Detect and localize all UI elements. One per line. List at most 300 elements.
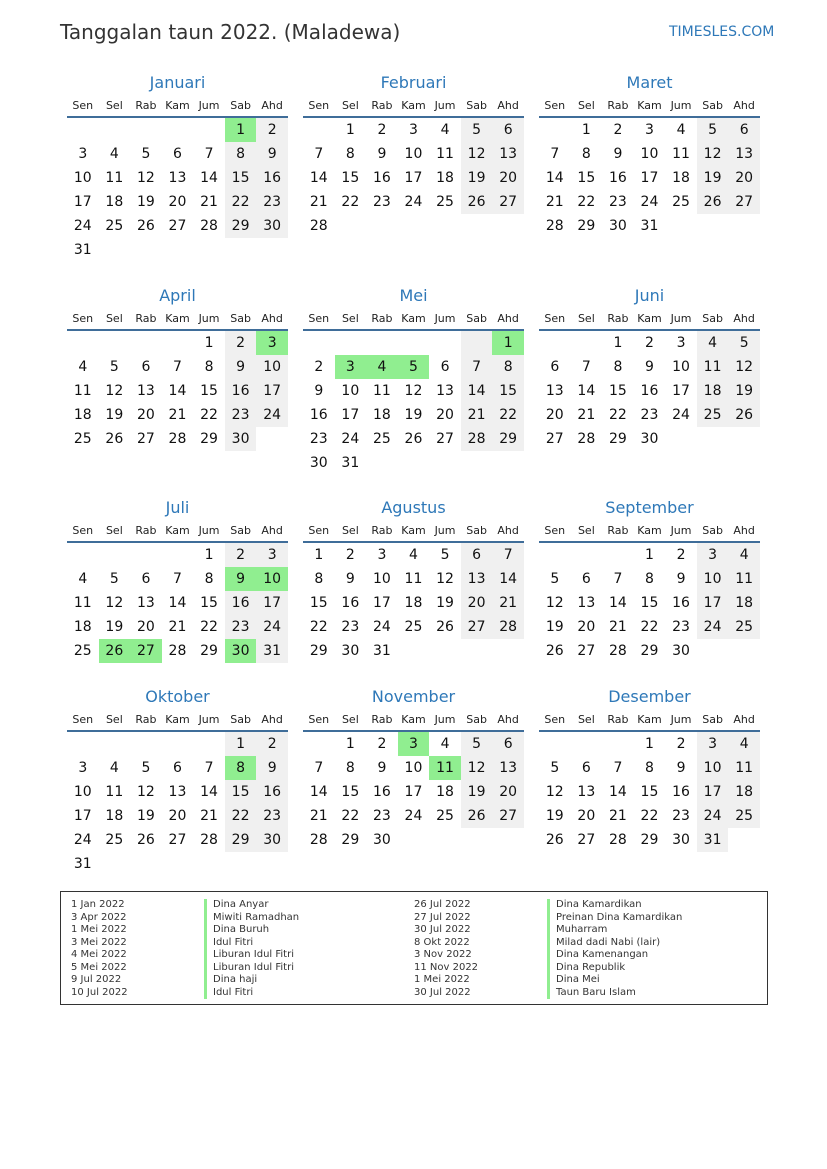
day-cell: 22 — [341, 808, 360, 824]
day-cell: 11 — [105, 784, 124, 800]
legend-holiday-name: Idul Fitri — [204, 937, 253, 950]
weekday-label: Ahd — [733, 98, 755, 112]
day-cell: 8 — [204, 571, 214, 587]
day-cell: 16 — [608, 170, 627, 186]
empty-cell — [67, 118, 99, 142]
day-cell: 13 — [136, 383, 155, 399]
day-cell: 19 — [697, 166, 729, 190]
empty-cell — [398, 828, 430, 852]
day-cell: 28 — [577, 431, 596, 447]
day-cell: 4 — [676, 122, 686, 138]
day-cell: 17 — [697, 591, 729, 615]
legend-holiday-name: Taun Baru Islam — [547, 987, 636, 1000]
day-cell: 16 — [640, 383, 659, 399]
day-cell: 21 — [168, 407, 187, 423]
day-cell: 12 — [461, 142, 493, 166]
day-cell: 1 — [613, 335, 623, 351]
day-cell: 22 — [640, 808, 659, 824]
day-cell: 25 — [728, 804, 760, 828]
weekday-label: Sab — [230, 98, 251, 112]
day-cell: 7 — [581, 359, 591, 375]
weekday-label: Rab — [607, 523, 629, 537]
empty-cell — [697, 214, 729, 238]
weekday-label: Sab — [230, 712, 251, 726]
month-september — [539, 497, 760, 663]
empty-cell — [398, 639, 430, 663]
day-cell: 22 — [608, 407, 627, 423]
day-cell: 17 — [672, 383, 690, 399]
legend-item — [71, 974, 414, 987]
day-cell: 16 — [225, 591, 257, 615]
day-cell: 12 — [136, 170, 155, 186]
day-cell: 18 — [73, 619, 92, 635]
day-cell: 12 — [728, 355, 760, 379]
day-cell: 24 — [73, 832, 92, 848]
day-cell: 16 — [341, 595, 360, 611]
day-cell: 15 — [640, 595, 659, 611]
legend-holiday-name: Liburan Idul Fitri — [204, 949, 294, 962]
day-cell: 27 — [492, 804, 524, 828]
day-cell: 13 — [577, 784, 596, 800]
empty-cell — [539, 543, 571, 567]
day-cell: 13 — [728, 142, 760, 166]
legend-date: 1 Jan 2022 — [71, 899, 125, 910]
empty-cell — [130, 852, 162, 876]
legend-list — [71, 899, 757, 999]
day-cell: 12 — [136, 784, 155, 800]
day-cell: 4 — [109, 146, 119, 162]
day-cell: 13 — [492, 756, 524, 780]
weekday-label: Rab — [607, 712, 629, 726]
day-cell: 14 — [200, 784, 218, 800]
day-cell: 29 — [608, 431, 627, 447]
day-cell: 2 — [377, 736, 387, 752]
day-cell: 14 — [168, 595, 187, 611]
day-cell: 19 — [545, 808, 564, 824]
holiday-day-cell: 5 — [398, 355, 430, 379]
weekday-label: Kam — [637, 523, 662, 537]
day-cell: 9 — [225, 355, 257, 379]
weekday-label: Jum — [434, 98, 456, 112]
day-cell: 23 — [225, 403, 257, 427]
day-cell: 7 — [204, 760, 214, 776]
weekday-label: Sab — [466, 523, 487, 537]
day-cell: 21 — [309, 194, 328, 210]
legend-item — [414, 987, 757, 1000]
day-cell: 12 — [404, 383, 423, 399]
empty-cell — [728, 214, 760, 238]
day-cell: 27 — [168, 832, 187, 848]
day-cell: 5 — [141, 146, 151, 162]
day-cell: 6 — [581, 760, 591, 776]
day-cell: 10 — [341, 383, 360, 399]
holiday-day-cell: 1 — [225, 118, 257, 142]
day-cell: 6 — [581, 571, 591, 587]
holiday-day-cell: 4 — [366, 355, 398, 379]
day-cell: 27 — [545, 431, 564, 447]
day-cell: 20 — [545, 407, 564, 423]
weekday-label: Rab — [371, 311, 393, 325]
day-cell: 21 — [461, 403, 493, 427]
day-cell: 22 — [341, 194, 360, 210]
day-cell: 18 — [105, 808, 124, 824]
empty-cell — [461, 451, 493, 475]
day-cell: 23 — [372, 808, 391, 824]
empty-cell — [429, 214, 461, 238]
day-cell: 29 — [200, 643, 218, 659]
day-cell: 2 — [645, 335, 654, 351]
day-cell: 30 — [256, 828, 288, 852]
day-cell: 24 — [672, 407, 690, 423]
empty-cell — [193, 118, 225, 142]
day-cell: 3 — [697, 543, 729, 567]
empty-cell — [303, 331, 335, 355]
day-cell: 3 — [256, 543, 288, 567]
day-cell: 24 — [640, 194, 659, 210]
empty-cell — [162, 852, 194, 876]
day-cell: 17 — [256, 379, 288, 403]
day-cell: 30 — [608, 218, 627, 234]
day-cell: 4 — [78, 571, 88, 587]
weekday-label: Jum — [670, 712, 692, 726]
weekday-label: Ahd — [733, 523, 755, 537]
day-cell: 10 — [640, 146, 659, 162]
legend-holiday-name: Milad dadi Nabi (lair) — [547, 937, 660, 950]
empty-cell — [539, 118, 571, 142]
day-cell: 26 — [105, 431, 124, 447]
empty-cell — [492, 214, 524, 238]
day-cell: 15 — [200, 383, 218, 399]
month-desember — [539, 686, 760, 852]
day-cell: 14 — [309, 784, 328, 800]
empty-cell — [335, 214, 367, 238]
day-cell: 5 — [550, 760, 560, 776]
day-cell: 2 — [613, 122, 623, 138]
day-cell: 10 — [404, 146, 423, 162]
day-cell: 26 — [545, 832, 564, 848]
day-cell: 6 — [141, 359, 151, 375]
day-cell: 28 — [200, 832, 218, 848]
day-cell: 4 — [78, 359, 88, 375]
day-cell: 26 — [461, 804, 493, 828]
day-cell: 17 — [341, 407, 360, 423]
day-cell: 24 — [73, 218, 92, 234]
day-cell: 6 — [173, 760, 182, 776]
day-cell: 3 — [78, 760, 88, 776]
weekday-label: Rab — [135, 98, 157, 112]
day-cell: 7 — [173, 571, 182, 587]
month-name: Maret — [626, 73, 673, 92]
day-cell: 9 — [645, 359, 654, 375]
empty-cell — [539, 331, 571, 355]
day-cell: 29 — [492, 427, 524, 451]
day-cell: 14 — [200, 170, 218, 186]
legend-holiday-name: Dina Kamenangan — [547, 949, 648, 962]
month-name: Agustus — [381, 498, 446, 517]
weekday-label: Rab — [607, 98, 629, 112]
month-november — [303, 686, 524, 852]
day-cell: 3 — [409, 122, 418, 138]
empty-cell — [665, 427, 697, 451]
day-cell: 21 — [577, 407, 596, 423]
legend-item — [414, 962, 757, 975]
weekday-label: Sab — [230, 311, 251, 325]
empty-cell — [492, 639, 524, 663]
weekday-header — [539, 94, 760, 118]
day-cell: 27 — [436, 431, 454, 447]
empty-cell — [665, 214, 697, 238]
day-cell: 17 — [697, 780, 729, 804]
empty-cell — [130, 118, 162, 142]
weekday-header — [67, 307, 288, 331]
day-cell: 10 — [256, 355, 288, 379]
empty-cell — [461, 331, 493, 355]
weekday-label: Ahd — [497, 311, 519, 325]
weekday-label: Rab — [135, 712, 157, 726]
day-cell: 1 — [645, 547, 654, 563]
weekday-label: Sab — [466, 98, 487, 112]
holiday-day-cell: 3 — [335, 355, 367, 379]
empty-cell — [429, 451, 461, 475]
day-cell: 19 — [436, 595, 454, 611]
legend-holiday-name: Liburan Idul Fitri — [204, 962, 294, 975]
day-cell: 17 — [73, 808, 92, 824]
weekday-label: Sen — [72, 311, 94, 325]
brand-link[interactable]: TIMESLES.COM — [669, 24, 775, 40]
weekday-label: Kam — [165, 311, 190, 325]
day-cell: 28 — [492, 615, 524, 639]
legend-item — [71, 962, 414, 975]
day-cell: 13 — [545, 383, 564, 399]
empty-cell — [99, 118, 131, 142]
weekday-label: Sel — [341, 523, 359, 537]
day-cell: 8 — [204, 359, 214, 375]
legend-holiday-name: Dina Kamardikan — [547, 899, 642, 912]
day-cell: 12 — [436, 571, 454, 587]
day-cell: 24 — [404, 194, 423, 210]
day-cell: 10 — [73, 784, 92, 800]
legend-item — [414, 974, 757, 987]
weekday-label: Sen — [72, 712, 94, 726]
weekday-header — [539, 519, 760, 543]
day-cell: 26 — [697, 190, 729, 214]
weekday-label: Kam — [165, 523, 190, 537]
day-cell: 20 — [492, 780, 524, 804]
weekday-label: Ahd — [261, 523, 283, 537]
day-cell: 25 — [73, 643, 92, 659]
day-cell: 25 — [436, 808, 454, 824]
day-cell: 9 — [676, 760, 686, 776]
day-cell: 1 — [314, 547, 324, 563]
month-name: April — [159, 286, 196, 305]
day-cell: 1 — [204, 335, 214, 351]
empty-cell — [162, 238, 194, 262]
empty-cell — [225, 852, 257, 876]
day-cell: 27 — [577, 643, 596, 659]
empty-cell — [571, 543, 603, 567]
day-grid — [67, 118, 288, 262]
empty-cell — [162, 118, 194, 142]
day-cell: 15 — [309, 595, 328, 611]
day-cell: 5 — [109, 359, 119, 375]
day-cell: 19 — [461, 780, 493, 804]
day-cell: 16 — [225, 379, 257, 403]
day-cell: 25 — [436, 194, 454, 210]
weekday-label: Sen — [544, 523, 566, 537]
day-cell: 28 — [168, 431, 187, 447]
day-cell: 19 — [136, 808, 155, 824]
day-cell: 6 — [173, 146, 182, 162]
empty-cell — [492, 451, 524, 475]
day-cell: 2 — [256, 118, 288, 142]
day-cell: 7 — [314, 760, 324, 776]
day-cell: 20 — [436, 407, 454, 423]
day-cell: 27 — [728, 190, 760, 214]
weekday-header — [67, 94, 288, 118]
weekday-label: Sab — [702, 523, 723, 537]
day-cell: 24 — [697, 804, 729, 828]
day-cell: 6 — [492, 118, 524, 142]
day-cell: 19 — [545, 619, 564, 635]
day-cell: 17 — [404, 170, 423, 186]
day-cell: 11 — [73, 383, 92, 399]
day-cell: 11 — [728, 756, 760, 780]
month-name: Juni — [634, 286, 665, 305]
month-name: Oktober — [145, 687, 210, 706]
day-cell: 2 — [225, 543, 257, 567]
legend-item — [71, 912, 414, 925]
day-cell: 14 — [461, 379, 493, 403]
weekday-label: Sel — [577, 523, 595, 537]
weekday-label: Rab — [371, 712, 393, 726]
day-cell: 21 — [168, 619, 187, 635]
day-cell: 23 — [256, 190, 288, 214]
weekday-label: Sab — [702, 311, 723, 325]
weekday-label: Kam — [401, 712, 426, 726]
weekday-label: Rab — [607, 311, 629, 325]
empty-cell — [99, 238, 131, 262]
weekday-label: Ahd — [497, 98, 519, 112]
day-cell: 16 — [309, 407, 328, 423]
day-cell: 7 — [613, 571, 623, 587]
day-cell: 5 — [109, 571, 119, 587]
weekday-label: Rab — [135, 523, 157, 537]
legend-holiday-name: Dina Mei — [547, 974, 600, 987]
weekday-label: Kam — [637, 98, 662, 112]
legend-date: 26 Jul 2022 — [414, 899, 471, 910]
day-cell: 28 — [200, 218, 218, 234]
day-cell: 29 — [341, 832, 360, 848]
legend-holiday-name: Idul Fitri — [204, 987, 253, 1000]
empty-cell — [67, 331, 99, 355]
day-cell: 11 — [436, 146, 454, 162]
day-cell: 7 — [314, 146, 324, 162]
day-grid — [539, 732, 760, 852]
day-cell: 9 — [256, 142, 288, 166]
day-cell: 2 — [314, 359, 324, 375]
empty-cell — [335, 331, 367, 355]
day-cell: 11 — [672, 146, 690, 162]
day-cell: 4 — [440, 736, 450, 752]
month-juli — [67, 497, 288, 663]
day-cell: 11 — [73, 595, 92, 611]
weekday-label: Ahd — [497, 523, 519, 537]
empty-cell — [99, 331, 131, 355]
day-cell: 19 — [404, 407, 423, 423]
weekday-label: Ahd — [733, 712, 755, 726]
day-cell: 9 — [256, 756, 288, 780]
legend-date: 27 Jul 2022 — [414, 911, 471, 923]
legend-holiday-name: Dina haji — [204, 974, 257, 987]
weekday-label: Sel — [105, 311, 123, 325]
day-cell: 7 — [461, 355, 493, 379]
day-cell: 20 — [728, 166, 760, 190]
day-cell: 4 — [109, 760, 119, 776]
day-cell: 16 — [256, 780, 288, 804]
day-cell: 18 — [728, 591, 760, 615]
day-cell: 8 — [225, 142, 257, 166]
legend-item — [414, 924, 757, 937]
holiday-day-cell: 27 — [130, 639, 162, 663]
day-cell: 17 — [256, 591, 288, 615]
day-cell: 18 — [697, 379, 729, 403]
weekday-label: Sel — [105, 712, 123, 726]
weekday-label: Jum — [434, 523, 456, 537]
month-name: Februari — [380, 73, 447, 92]
empty-cell — [256, 427, 288, 451]
day-cell: 25 — [404, 619, 423, 635]
weekday-label: Kam — [637, 712, 662, 726]
month-agustus — [303, 497, 524, 663]
day-cell: 9 — [377, 760, 387, 776]
legend-holiday-name: Dina Anyar — [204, 899, 268, 912]
day-cell: 28 — [309, 832, 328, 848]
day-cell: 16 — [256, 166, 288, 190]
day-cell: 4 — [728, 732, 760, 756]
legend-date: 3 Nov 2022 — [414, 949, 472, 960]
day-cell: 23 — [309, 431, 328, 447]
day-cell: 13 — [168, 170, 187, 186]
weekday-label: Sel — [341, 98, 359, 112]
day-cell: 10 — [372, 571, 391, 587]
day-cell: 5 — [728, 331, 760, 355]
day-cell: 26 — [436, 619, 454, 635]
day-cell: 29 — [200, 431, 218, 447]
day-cell: 16 — [672, 595, 690, 611]
empty-cell — [429, 639, 461, 663]
empty-cell — [67, 543, 99, 567]
empty-cell — [429, 828, 461, 852]
day-cell: 15 — [200, 595, 218, 611]
empty-cell — [225, 238, 257, 262]
day-cell: 30 — [225, 427, 257, 451]
day-cell: 31 — [341, 455, 360, 471]
day-cell: 13 — [136, 595, 155, 611]
day-cell: 10 — [697, 567, 729, 591]
day-cell: 30 — [372, 832, 391, 848]
day-cell: 17 — [640, 170, 659, 186]
holiday-day-cell: 10 — [256, 567, 288, 591]
weekday-header — [67, 708, 288, 732]
day-cell: 4 — [440, 122, 450, 138]
weekday-label: Rab — [371, 98, 393, 112]
day-cell: 7 — [613, 760, 623, 776]
weekday-label: Sen — [72, 523, 94, 537]
day-cell: 6 — [492, 732, 524, 756]
day-grid — [67, 543, 288, 663]
day-cell: 6 — [461, 543, 493, 567]
holiday-day-cell: 3 — [398, 732, 430, 756]
